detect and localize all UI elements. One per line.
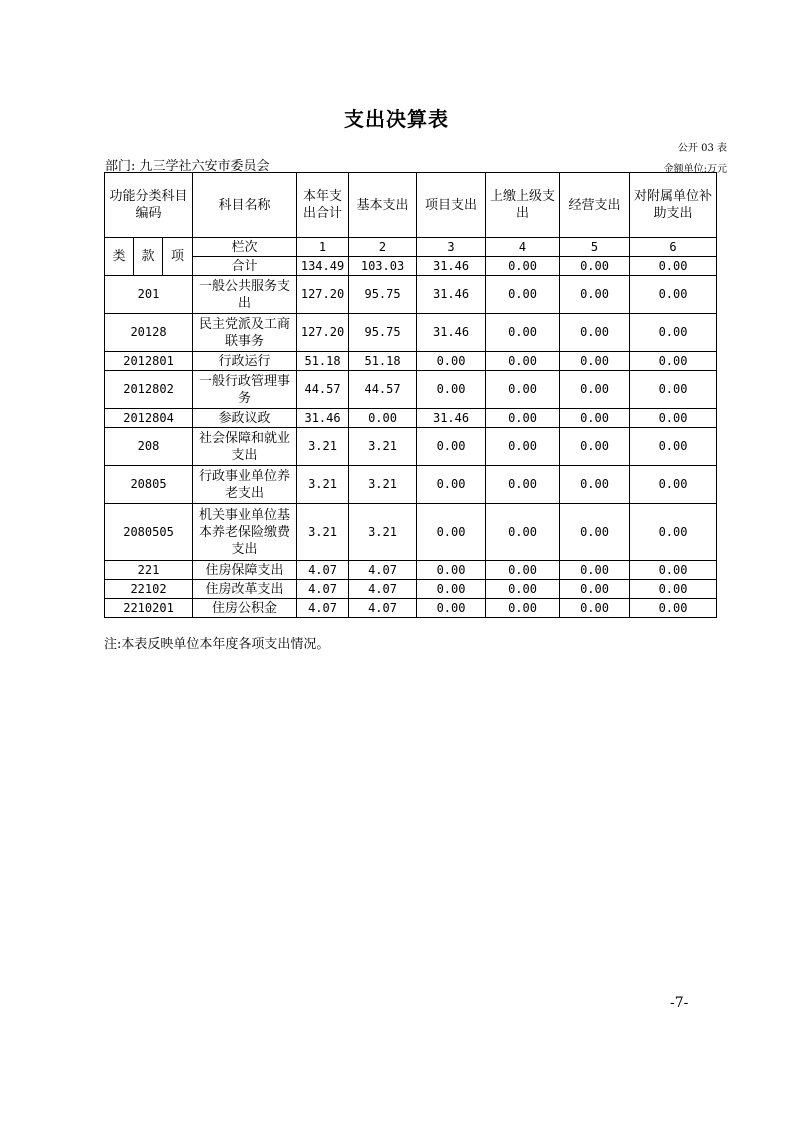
row-value: 0.00 [560, 580, 630, 599]
row-value: 4.07 [349, 599, 417, 618]
row-code: 2210201 [105, 599, 193, 618]
row-subject-name: 社会保障和就业支出 [193, 428, 297, 466]
total-value: 134.49 [297, 257, 349, 276]
row-subject-name: 民主党派及工商联事务 [193, 314, 297, 352]
row-value: 0.00 [486, 561, 560, 580]
row-value: 51.18 [297, 352, 349, 371]
row-value: 0.00 [630, 599, 717, 618]
row-value: 51.18 [349, 352, 417, 371]
row-value: 0.00 [417, 371, 486, 409]
header-total: 本年支出合计 [297, 173, 349, 238]
row-value: 0.00 [486, 276, 560, 314]
total-row [105, 257, 717, 276]
row-value: 0.00 [630, 466, 717, 504]
row-code: 2012801 [105, 352, 193, 371]
table-row [105, 599, 717, 618]
row-value: 0.00 [630, 314, 717, 352]
row-value: 0.00 [560, 352, 630, 371]
row-value: 31.46 [417, 276, 486, 314]
header-row [105, 173, 717, 238]
row-subject-name: 行政运行 [193, 352, 297, 371]
row-value: 127.20 [297, 314, 349, 352]
row-code: 20128 [105, 314, 193, 352]
row-value: 44.57 [349, 371, 417, 409]
col-num: 1 [297, 238, 349, 257]
row-value: 0.00 [560, 504, 630, 561]
row-value: 3.21 [297, 466, 349, 504]
row-value: 31.46 [417, 409, 486, 428]
row-subject-name: 行政事业单位养老支出 [193, 466, 297, 504]
row-value: 0.00 [560, 561, 630, 580]
row-value: 95.75 [349, 276, 417, 314]
total-value: 0.00 [630, 257, 717, 276]
row-value: 0.00 [417, 580, 486, 599]
page-title: 支出决算表 [344, 107, 449, 131]
row-value: 0.00 [486, 428, 560, 466]
row-value: 0.00 [560, 599, 630, 618]
row-value: 31.46 [297, 409, 349, 428]
row-code: 221 [105, 561, 193, 580]
row-subject-name: 住房改革支出 [193, 580, 297, 599]
row-code: 201 [105, 276, 193, 314]
row-value: 3.21 [349, 428, 417, 466]
row-value: 3.21 [349, 504, 417, 561]
header-func-code: 功能分类科目编码 [105, 173, 193, 238]
row-value: 3.21 [349, 466, 417, 504]
col-num: 6 [630, 238, 717, 257]
row-value: 4.07 [349, 561, 417, 580]
row-code: 2012802 [105, 371, 193, 409]
row-value: 0.00 [417, 352, 486, 371]
header-upper: 上缴上级支出 [486, 173, 560, 238]
table-row [105, 561, 717, 580]
amount-unit-label: 金额单位:万元 [663, 164, 727, 175]
header-subject-name: 科目名称 [193, 173, 297, 238]
row-subject-name: 一般行政管理事务 [193, 371, 297, 409]
department-label: 部门: 九三学社六安市委员会 [105, 159, 270, 174]
page-number: -7- [670, 995, 689, 1011]
row-subject-name: 参政议政 [193, 409, 297, 428]
table-note: 注:本表反映单位本年度各项支出情况。 [104, 637, 330, 652]
row-code: 208 [105, 428, 193, 466]
total-value: 0.00 [486, 257, 560, 276]
row-value: 0.00 [486, 580, 560, 599]
row-value: 0.00 [560, 466, 630, 504]
header-kuan: 款 [134, 238, 163, 276]
expenditure-table [104, 172, 717, 618]
table-row [105, 409, 717, 428]
row-value: 0.00 [560, 314, 630, 352]
row-value: 0.00 [417, 428, 486, 466]
total-value: 103.03 [349, 257, 417, 276]
header-xiang: 项 [163, 238, 193, 276]
row-value: 95.75 [349, 314, 417, 352]
row-value: 0.00 [630, 352, 717, 371]
table-row [105, 371, 717, 409]
row-value: 0.00 [560, 371, 630, 409]
row-value: 0.00 [630, 428, 717, 466]
column-number-row [105, 238, 717, 257]
row-subject-name: 一般公共服务支出 [193, 276, 297, 314]
row-value: 0.00 [560, 428, 630, 466]
row-value: 0.00 [630, 580, 717, 599]
row-code: 2080505 [105, 504, 193, 561]
header-business: 经营支出 [560, 173, 630, 238]
col-num: 3 [417, 238, 486, 257]
table-row [105, 580, 717, 599]
header-subsidiary: 对附属单位补助支出 [630, 173, 717, 238]
row-subject-name: 住房保障支出 [193, 561, 297, 580]
row-value: 0.00 [486, 504, 560, 561]
row-value: 0.00 [486, 352, 560, 371]
row-code: 2012804 [105, 409, 193, 428]
table-row [105, 314, 717, 352]
row-subject-name: 住房公积金 [193, 599, 297, 618]
table-row [105, 466, 717, 504]
row-value: 0.00 [486, 314, 560, 352]
col-num: 2 [349, 238, 417, 257]
table-row [105, 504, 717, 561]
row-value: 0.00 [560, 276, 630, 314]
row-code: 22102 [105, 580, 193, 599]
row-value: 0.00 [630, 409, 717, 428]
row-value: 0.00 [560, 409, 630, 428]
row-value: 3.21 [297, 428, 349, 466]
row-value: 0.00 [417, 504, 486, 561]
row-value: 0.00 [486, 409, 560, 428]
row-value: 4.07 [297, 580, 349, 599]
row-value: 0.00 [486, 466, 560, 504]
row-value: 0.00 [630, 371, 717, 409]
header-lei: 类 [105, 238, 134, 276]
header-project: 项目支出 [417, 173, 486, 238]
row-value: 0.00 [486, 371, 560, 409]
form-number: 公开 03 表 [677, 143, 727, 154]
total-label: 合计 [193, 257, 297, 276]
row-value: 0.00 [630, 561, 717, 580]
row-value: 0.00 [630, 276, 717, 314]
col-num: 5 [560, 238, 630, 257]
col-num: 4 [486, 238, 560, 257]
row-value: 0.00 [486, 599, 560, 618]
row-value: 31.46 [417, 314, 486, 352]
row-value: 4.07 [297, 599, 349, 618]
row-code: 20805 [105, 466, 193, 504]
row-value: 127.20 [297, 276, 349, 314]
row-value: 0.00 [417, 599, 486, 618]
row-value: 0.00 [417, 561, 486, 580]
table-row [105, 352, 717, 371]
row-value: 4.07 [349, 580, 417, 599]
row-value: 3.21 [297, 504, 349, 561]
row-value: 0.00 [417, 466, 486, 504]
row-value: 4.07 [297, 561, 349, 580]
row-subject-name: 机关事业单位基本养老保险缴费支出 [193, 504, 297, 561]
total-value: 0.00 [560, 257, 630, 276]
header-basic: 基本支出 [349, 173, 417, 238]
table-row [105, 276, 717, 314]
header-lanci: 栏次 [193, 238, 297, 257]
table-row [105, 428, 717, 466]
row-value: 0.00 [349, 409, 417, 428]
row-value: 44.57 [297, 371, 349, 409]
total-value: 31.46 [417, 257, 486, 276]
row-value: 0.00 [630, 504, 717, 561]
